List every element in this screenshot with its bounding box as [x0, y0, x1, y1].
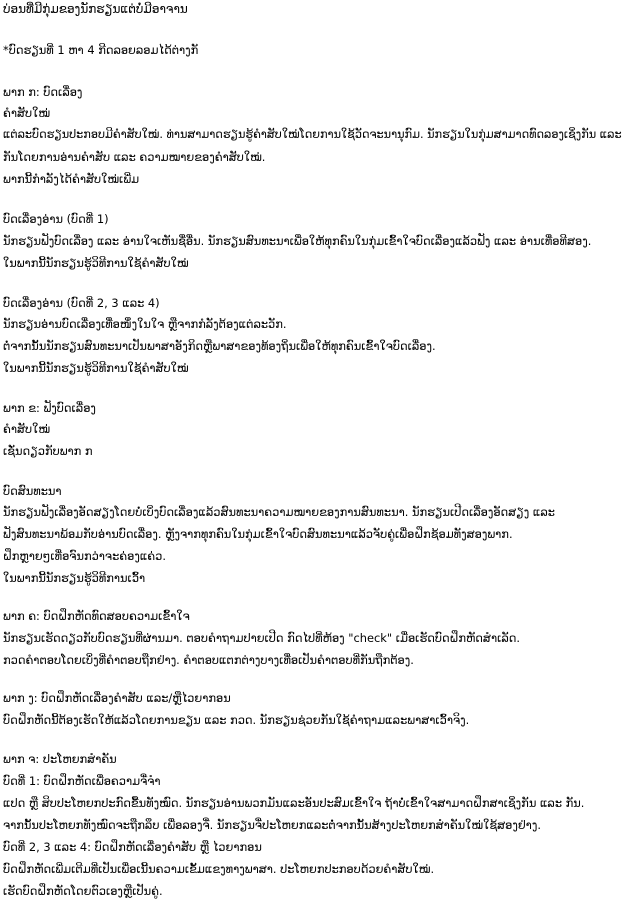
- section-e-heading: ພາກ ຈ: ປະໂຫຍກສຳຄັນ: [3, 752, 117, 766]
- section-b-subheading: ຄຳສັບໃໝ່: [3, 422, 51, 436]
- section-b-heading: ພາກ ຂ: ຟັງບົດເລື່ອງ: [3, 401, 96, 415]
- section-a-line: ກັນໂດຍການອ່ານຄຳສັບ ແລະ ຄວາມໝາຍຂອງຄຳສັບໃໝ່.: [3, 150, 266, 164]
- discussion-line: ຝຶກຫຼາຍໆເທື່ອຈົນກວ່າຈະຄ່ອງແຄ່ວ.: [3, 549, 166, 563]
- story-read-2-line: ຕໍ່ຈາກນັ້ນນັກຮຽນສົນທະນາເປັນພາສາອັງກິດຫຼືພາສາຂອງທ້ອງຖິ່ນເພື່ອໃຫ້ທຸກຄົນເຂົ້າໃຈບົດເລື່ອງ.: [3, 339, 436, 353]
- discussion-line: ໃນພາກນີ້ນັກຮຽນຮູ້ວິທີການເວົ້າ: [3, 571, 146, 585]
- section-e-line: ບົດທີ່ 2, 3 ແລະ 4: ບົດຝຶກຫັດເລື່ອງຄຳສັບ ຫຼື ໄວຍາກອນ: [3, 840, 262, 854]
- section-b-line: ເຊັ່ນດຽວກັບພາກ ກ: [3, 444, 93, 458]
- section-e-line: ບົດຝຶກຫັດເພີ່ມເຕີມທີ່ເປັນເພື່ອເນີ້ນຄວາມເຂັ້ມແຂງທາງພາສາ. ປະໂຫຍກປະກອບດ້ວຍຄຳສັບໃໝ່.: [3, 862, 435, 876]
- section-a-line: ແຕ່ລະບົດຮຽນປະກອບມີຄຳສັບໃໝ່. ທ່ານສາມາດຮຽນຮູ້ຄຳສັບໃໝ່ໂດຍການໃຊ້ວັດຈະນານຸກົມ. ນັກຮຽນໃນກຸ່ມສາມາດທົດລອງເຊິ່ງກັນ ແລະ: [3, 128, 622, 141]
- story-read-1-heading: ບົດເລື່ອງອ່ານ (ບົດທີ່ 1): [3, 212, 109, 226]
- section-e-line: ຈາກນັ້ນປະໂຫຍກທັງໝົດຈະຖືກລຶບ ເພື່ອລອງຈື່. ນັກຮຽນຈື່ປະໂຫຍກແລະຕໍ່ຈາກນັ້ນສ້າງປະໂຫຍກສຳຄັນໃໝ່ໃຊ້ສອງຢ່າງ.: [3, 818, 541, 832]
- story-read-2-line: ນັກຮຽນອ່ານບົດເລື່ອງເທື່ອໜຶ່ງໃນໃຈ ຫຼືຈາກກໍລັງຕ້ອງແຕ່ລະວັກ.: [3, 317, 287, 331]
- discussion-heading: ບົດສົນທະນາ: [3, 484, 62, 498]
- document-title: ບ່ອນທີ່ມີກຸ່ມຂອງນັກຮຽນແຕ່ບໍ່ມີອາຈານ: [3, 2, 188, 16]
- section-e-line: ແປດ ຫຼື ສິບປະໂຫຍກປະກົດຂື້ນທັງໝົດ. ນັກຮຽນອ່ານພວກມັນແລະອັນປະສົມເຂົ້າໃຈ ຖ້າບໍ່ເຂົ້າໃຈສາມາດຝຶກສາເຊິ່ງກັນ ແລະ ກັນ.: [3, 796, 585, 810]
- discussion-line: ນັກຮຽນຟັງເລື່ອງອັດສຽງໂດຍບໍ່ເບິ່ງບົດເລື່ອງແລ້ວສົນທະນາຄວາມໝາຍຂອງການສົນທະນາ. ນັກຮຽນເປີດເລື່ອງອັດສຽງ ແລະ: [3, 505, 555, 519]
- story-read-1-line: ໃນພາກນີ້ນັກຮຽນຮູ້ວິທີການໃຊ້ຄຳສັບໃໝ່: [3, 256, 189, 270]
- discussion-line: ຟັງສົນທະນາພ້ອມກັບອ່ານບົດເລື່ອງ. ຫຼັງຈາກທຸກຄົນໃນກຸ່ມເຂົ້າໃຈບົດສົນທະນາແລ້ວຈັບຄູ່ເພື່ອຝຶກຊ້ອມທັງສອງພາກ.: [3, 527, 513, 541]
- intro-note: *ບົດຮຽນທີ່ 1 ຫາ 4 ກີດລອຍລອມໄດ້ຕ່າງກັ: [3, 43, 199, 57]
- section-e-line: ບົດທີ່ 1: ບົດຝຶກຫັດເພື່ອຄວາມຈື່ຈຳ: [3, 774, 161, 788]
- section-e-line: ເຮັດບົດຝຶກຫັດໂດຍຕົວເອງຫຼືເປັນຄູ່.: [3, 884, 163, 898]
- section-c-line: ນັກຮຽນເຮັດດຽວກັບບົດຮຽນທີ່ຜ່ານມາ. ຕອບຄຳຖາມປາຍເປີດ ກົດໄປທີ່ຫ້ອງ "check" ເມື່ອເຮັດບົດຝຶກຫັດສຳເລັດ.: [3, 631, 520, 645]
- section-d-line: ບົດຝຶກຫັດນີ້ຕ້ອງເຮັດໃຫ້ແລ້ວໂດຍການຂຽນ ແລະ ກວດ. ນັກຮຽນຊ່ວຍກັນໃຊ້ຄຳຖາມແລະພາສາເວົ້າຈິງ.: [3, 713, 470, 727]
- section-a-line: ພາກນີ້ກຳລັງໄດ້ຄຳສັບໃໝ່ເພີ່ມ: [3, 172, 140, 186]
- section-a-subheading: ຄຳສັບໃໝ່: [3, 106, 51, 120]
- story-read-1-line: ນັກຮຽນຟັງບົດເລື່ອງ ແລະ ອ່ານໃຈເຫັນຊື່ອື່ນ. ນັກຮຽນສົນທະນາເພື່ອໃຫ້ທຸກຄົນໃນກຸ່ມເຂົ້າໃຈບົດເລື່ອງແລ້ວຟັງ ແລະ ອ່ານເທື່ອທີສອງ.: [3, 234, 592, 248]
- section-d-heading: ພາກ ງ: ບົດຝຶກຫັດເລື່ອງຄຳສັບ ແລະ/ຫຼືໄວຍາກອນ: [3, 691, 231, 705]
- story-read-2-line: ໃນພາກນີ້ນັກຮຽນຮູ້ວິທີການໃຊ້ຄຳສັບໃໝ່: [3, 361, 189, 375]
- section-a-heading: ພາກ ກ: ບົດເລື່ອງ: [3, 85, 83, 99]
- section-c-line: ກວດຄຳຕອບໂດຍເບິ່ງທີ່ຄຳຕອບຖືກຢ່າງ. ຄຳຕອບແຕກຕ່າງບາງເທື່ອເປັນຄຳຕອບທີ່ກັນຖືກຕ້ອງ.: [3, 653, 414, 667]
- story-read-2-heading: ບົດເລື່ອງອ່ານ (ບົດທີ່ 2, 3 ແລະ 4): [3, 296, 160, 310]
- section-c-heading: ພາກ ຄ: ບົດຝຶກຫັດທົດສອບຄວາມເຂົ້າໃຈ: [3, 609, 190, 623]
